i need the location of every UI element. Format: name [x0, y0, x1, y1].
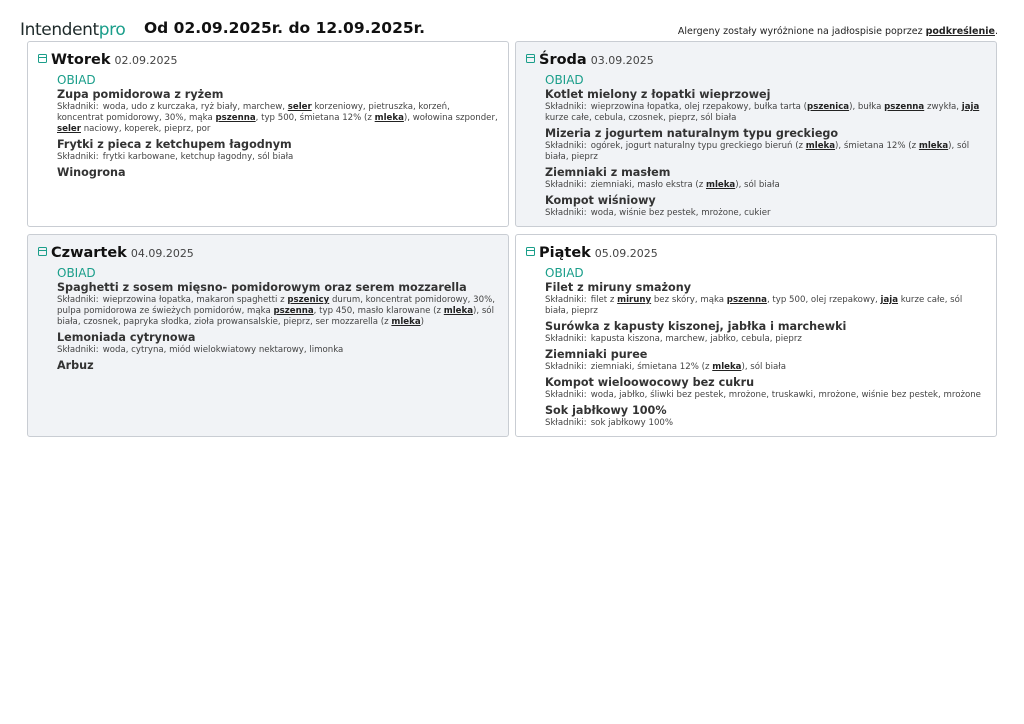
ingredient-text: , typ 450, masło klarowane (z [313, 306, 444, 316]
dish-name: Winogrona [57, 166, 126, 179]
dish-item [545, 127, 986, 163]
dish-name: Surówka z kapusty kiszonej, jabłka i marchewki [545, 320, 847, 333]
dish-item [57, 88, 498, 135]
ingredient-text: ), sól biała, pieprz [545, 141, 970, 162]
dish-item [57, 331, 498, 356]
ingredient-text: wieprzowina łopatka, olej rzepakowy, bułka tarta ( [590, 102, 808, 112]
ingredient-text: zwykła, [924, 102, 962, 112]
dish-ingredients [545, 334, 986, 345]
ingredient-text: , typ 500, śmietana 12% (z [255, 113, 375, 123]
dish-ingredients [545, 390, 986, 401]
ingredients-label: Składniki: [545, 362, 587, 372]
allergen-highlight: pszenica [807, 102, 850, 112]
dish-ingredients [545, 295, 986, 317]
allergen-note-emphasis: podkreślenie [925, 26, 995, 37]
page-header [20, 18, 1004, 40]
ingredients-label: Składniki: [57, 345, 99, 355]
dish-name: Filet z miruny smażony [545, 281, 691, 294]
ingredient-text: ), wołowina szponder, [403, 113, 498, 123]
ingredient-text: kurze całe, sól biała, pieprz [545, 295, 963, 316]
day-date: 02.09.2025 [114, 54, 178, 67]
day-header [38, 49, 498, 69]
ingredient-text: woda, cytryna, miód wielokwiatowy nektarowy, limonka [102, 345, 344, 355]
dish-name: Kompot wiśniowy [545, 194, 656, 207]
dish-name: Ziemniaki z masłem [545, 166, 671, 179]
ingredient-text: woda, jabłko, śliwki bez pestek, mrożone, truskawki, mrożone, wiśnie bez pestek, mrożone [590, 390, 981, 400]
dish-name: Spaghetti z sosem mięsno- pomidorowym oraz serem mozzarella [57, 281, 467, 294]
allergen-highlight: pszenna [215, 113, 256, 123]
ingredient-text: ), śmietana 12% (z [835, 141, 919, 151]
ingredients-label: Składniki: [545, 141, 587, 151]
allergen-highlight: pszenna [273, 306, 314, 316]
dish-item [545, 281, 986, 317]
day-name: Piątek [539, 245, 591, 261]
ingredient-text: ), bułka [849, 102, 885, 112]
dish-name: Kotlet mielony z łopatki wieprzowej [545, 88, 771, 101]
dish-name: Sok jabłkowy 100% [545, 404, 667, 417]
ingredient-text: korzeniowy, pietruszka, korzeń, koncentrat pomidorowy, 30%, mąka [57, 102, 450, 123]
dish-name: Frytki z pieca z ketchupem łagodnym [57, 138, 292, 151]
allergen-highlight: mleka [805, 141, 836, 151]
dish-ingredients [545, 418, 986, 429]
dish-item [57, 166, 498, 180]
day-date: 05.09.2025 [594, 247, 658, 260]
ingredient-text: wieprzowina łopatka, makaron spaghetti z [102, 295, 288, 305]
day-header [526, 49, 986, 69]
meal-section [38, 266, 498, 373]
dish-ingredients [57, 152, 498, 163]
ingredient-text: ziemniaki, śmietana 12% (z [590, 362, 713, 372]
allergen-note: Alergeny zostały wyróżnione na jadłospisie poprzez podkreślenie. [677, 26, 998, 37]
ingredients-label: Składniki: [545, 180, 587, 190]
day-card-czwartek [27, 234, 509, 437]
ingredients-label: Składniki: [57, 295, 99, 305]
dish-name: Kompot wieloowocowy bez cukru [545, 376, 755, 389]
intendentpro-logo: Intendentpro [20, 20, 126, 40]
meal-section [526, 266, 986, 429]
allergen-highlight: miruny [617, 295, 652, 305]
calendar-icon [38, 54, 47, 63]
dish-item [545, 88, 986, 124]
dish-item [545, 194, 986, 219]
ingredients-label: Składniki: [545, 102, 587, 112]
allergen-highlight: pszenna [726, 295, 767, 305]
menu-period-title: Od 02.09.2025r. do 12.09.2025r. [144, 19, 425, 37]
ingredient-text: sok jabłkowy 100% [590, 418, 674, 428]
dish-ingredients [57, 345, 498, 356]
ingredient-text: , typ 500, olej rzepakowy, [766, 295, 881, 305]
meal-label: OBIAD [545, 266, 584, 280]
meal-label: OBIAD [545, 73, 584, 87]
ingredients-label: Składniki: [545, 208, 587, 218]
ingredient-text: ), sól biała, czosnek, papryka słodka, zioła prowansalskie, pieprz, ser mozzarella (z [57, 306, 494, 327]
dish-item [545, 348, 986, 373]
day-header [526, 242, 986, 262]
dish-name: Mizeria z jogurtem naturalnym typu greckiego [545, 127, 839, 140]
ingredient-text: ), sól biała [735, 180, 780, 190]
dish-ingredients [545, 102, 986, 124]
dish-ingredients [57, 102, 498, 135]
dish-name: Ziemniaki puree [545, 348, 648, 361]
day-card-sroda [515, 41, 997, 227]
dish-item [545, 404, 986, 429]
allergen-highlight: mleka [918, 141, 949, 151]
dish-item [57, 359, 498, 373]
day-name: Czwartek [51, 245, 127, 261]
dish-item [57, 281, 498, 328]
ingredient-text: filet z [590, 295, 618, 305]
ingredient-text: durum, koncentrat pomidorowy, 30%, pulpa pomidorowa ze świeżych pomidorów, mąka [57, 295, 495, 316]
meal-label: OBIAD [57, 73, 96, 87]
day-card-piatek [515, 234, 997, 437]
day-date: 03.09.2025 [590, 54, 654, 67]
allergen-highlight: mleka [443, 306, 474, 316]
calendar-icon [526, 247, 535, 256]
ingredients-label: Składniki: [57, 102, 99, 112]
allergen-highlight: pszenna [884, 102, 925, 112]
ingredient-text: bez skóry, mąka [651, 295, 727, 305]
ingredients-label: Składniki: [57, 152, 99, 162]
day-header [38, 242, 498, 262]
dish-item [545, 376, 986, 401]
ingredient-text: ) [420, 317, 424, 327]
dish-item [545, 166, 986, 191]
allergen-highlight: mleka [712, 362, 742, 372]
day-date: 04.09.2025 [130, 247, 194, 260]
ingredient-text: naciowy, koperek, pieprz, por [80, 124, 211, 134]
day-card-wtorek [27, 41, 509, 227]
ingredients-label: Składniki: [545, 418, 587, 428]
dish-ingredients [545, 180, 986, 191]
dish-name: Lemoniada cytrynowa [57, 331, 196, 344]
ingredient-text: kurze całe, cebula, czosnek, pieprz, sól biała [545, 113, 737, 123]
allergen-highlight: seler [287, 102, 312, 112]
meal-label: OBIAD [57, 266, 96, 280]
allergen-highlight: jaja [880, 295, 899, 305]
meal-section [38, 73, 498, 180]
dish-item [57, 138, 498, 163]
day-name: Środa [539, 52, 587, 68]
ingredients-label: Składniki: [545, 390, 587, 400]
dish-ingredients [545, 141, 986, 163]
allergen-highlight: mleka [374, 113, 404, 123]
dish-name: Arbuz [57, 359, 94, 372]
ingredient-text: kapusta kiszona, marchew, jabłko, cebula, pieprz [590, 334, 802, 344]
dish-ingredients [545, 208, 986, 219]
ingredient-text: ogórek, jogurt naturalny typu greckiego bieruń (z [590, 141, 806, 151]
ingredients-label: Składniki: [545, 295, 587, 305]
calendar-icon [526, 54, 535, 63]
allergen-highlight: mleka [705, 180, 736, 190]
ingredients-label: Składniki: [545, 334, 587, 344]
allergen-highlight: jaja [961, 102, 980, 112]
dish-ingredients [57, 295, 498, 328]
allergen-highlight: seler [57, 124, 81, 134]
dish-name: Zupa pomidorowa z ryżem [57, 88, 224, 101]
ingredient-text: woda, wiśnie bez pestek, mrożone, cukier [590, 208, 771, 218]
dish-ingredients [545, 362, 986, 373]
ingredient-text: ), sól biała [741, 362, 786, 372]
dish-item [545, 320, 986, 345]
ingredient-text: frytki karbowane, ketchup łagodny, sól biała [102, 152, 294, 162]
ingredient-text: woda, udo z kurczaka, ryż biały, marchew, [102, 102, 288, 112]
day-name: Wtorek [51, 52, 111, 68]
allergen-highlight: pszenicy [287, 295, 330, 305]
ingredient-text: ziemniaki, masło ekstra (z [590, 180, 706, 190]
calendar-icon [38, 247, 47, 256]
allergen-highlight: mleka [391, 317, 421, 327]
meal-section [526, 73, 986, 219]
